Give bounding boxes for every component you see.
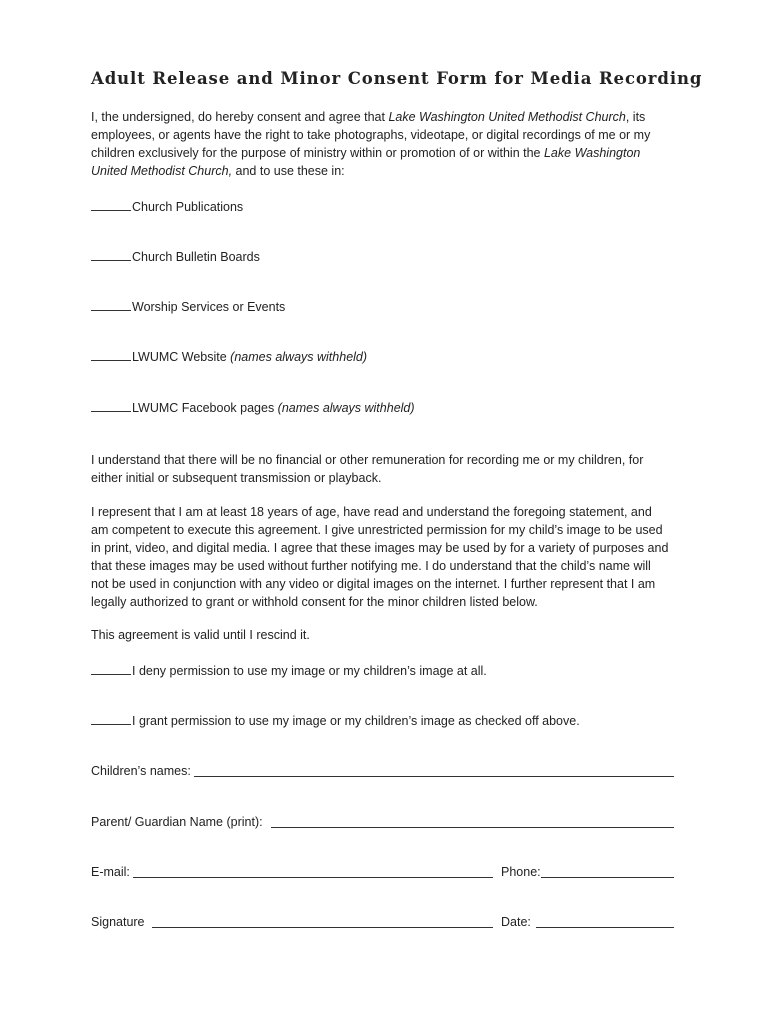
checkoff-blank[interactable]: [91, 347, 131, 361]
phone-field[interactable]: [541, 877, 674, 878]
church-name: United Methodist Church,: [91, 164, 233, 178]
representation-paragraph: [91, 503, 683, 611]
option-note: (names always withheld): [277, 401, 415, 415]
paragraph-line: I understand that there will be no financial or other remuneration for recording me or my children, for: [91, 453, 644, 467]
checkoff-blank[interactable]: [91, 197, 131, 211]
paragraph-line: am competent to execute this agreement. I give unrestricted permission for my child’s image to be used: [91, 523, 663, 537]
validity-statement: This agreement is valid until I rescind it.: [91, 628, 310, 642]
intro-paragraph: [91, 108, 683, 180]
church-name: Lake Washington: [543, 146, 641, 160]
option-website: [91, 347, 683, 366]
option-label: LWUMC Facebook pages: [132, 401, 278, 415]
paragraph-line: legally authorized to grant or withhold consent for the minor children listed below.: [91, 595, 538, 609]
option-note: (names always withheld): [230, 350, 368, 364]
church-name: Lake Washington United Methodist Church: [388, 110, 626, 124]
intro-text: and to use these in:: [232, 164, 345, 178]
checkoff-blank[interactable]: [91, 398, 131, 412]
children-names-field[interactable]: [194, 776, 674, 777]
guardian-name-field[interactable]: [271, 827, 674, 828]
signature-field[interactable]: [152, 927, 493, 928]
checkoff-blank[interactable]: [91, 247, 131, 261]
option-church-publications: [91, 197, 683, 216]
paragraph-line: in print, video, and digital media. I agree that these images may be used by for a variety of purposes and: [91, 541, 669, 555]
remuneration-paragraph: [91, 451, 683, 487]
option-label: Church Bulletin Boards: [132, 250, 260, 264]
intro-text: , its: [625, 110, 646, 124]
checkoff-blank[interactable]: [91, 711, 131, 725]
signature-label: Signature: [91, 915, 145, 929]
grant-permission-option: [91, 711, 683, 730]
children-names-label: Children’s names:: [91, 764, 191, 778]
option-label: LWUMC Website: [132, 350, 231, 364]
date-field[interactable]: [536, 927, 674, 928]
option-church-bulletin-boards: [91, 247, 683, 266]
email-label: E-mail:: [91, 865, 130, 879]
intro-text: employees, or agents have the right to take photographs, videotape, or digital recordings of me or my: [91, 128, 651, 142]
deny-permission-option: [91, 661, 683, 680]
paragraph-line: that these images may be used without further notifying me. I do understand that the child’s name will: [91, 559, 651, 573]
checkoff-blank[interactable]: [91, 297, 131, 311]
grant-label: I grant permission to use my image or my children’s image as checked off above.: [132, 714, 580, 728]
form-title: Adult Release and Minor Consent Form for Media Recording: [91, 69, 703, 88]
checkoff-blank[interactable]: [91, 661, 131, 675]
option-label: Worship Services or Events: [132, 300, 286, 314]
paragraph-line: not be used in conjunction with any video or digital images on the internet. I further represent that I am: [91, 577, 656, 591]
phone-label: Phone:: [501, 865, 541, 879]
intro-text: I, the undersigned, do hereby consent and agree that: [91, 110, 389, 124]
deny-label: I deny permission to use my image or my children’s image at all.: [132, 664, 487, 678]
email-field[interactable]: [133, 877, 493, 878]
paragraph-line: either initial or subsequent transmission or playback.: [91, 471, 382, 485]
date-label: Date:: [501, 915, 531, 929]
option-facebook: [91, 398, 683, 417]
intro-text: children exclusively for the purpose of ministry within or promotion of or within the: [91, 146, 544, 160]
option-label: Church Publications: [132, 200, 244, 214]
option-worship-services: [91, 297, 683, 316]
guardian-name-label: Parent/ Guardian Name (print):: [91, 815, 263, 829]
paragraph-line: I represent that I am at least 18 years of age, have read and understand the foregoing statement, and: [91, 505, 652, 519]
